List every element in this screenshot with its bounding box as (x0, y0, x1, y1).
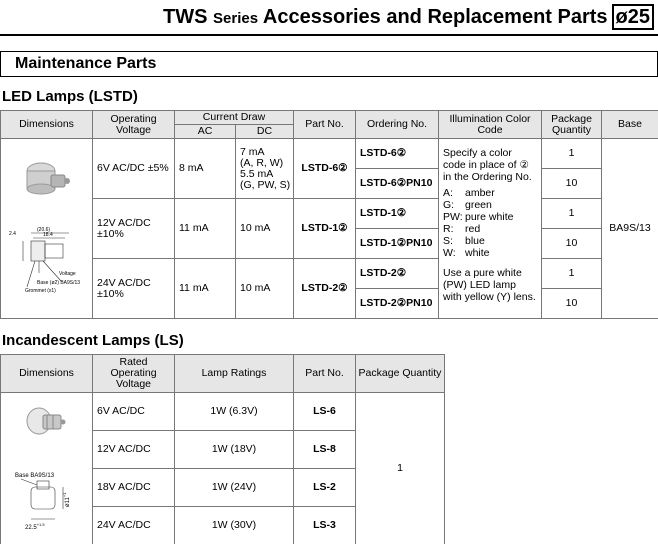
incandescent-section-title: Incandescent Lamps (LS) (2, 332, 184, 349)
led-ac-24v: 11 mA (175, 259, 236, 319)
led-dc-6v: 7 mA (A, R, W) 5.5 mA (G, PW, S) (236, 139, 294, 199)
inc-part-24v: LS-3 (294, 507, 356, 544)
inc-part-6v: LS-6 (294, 393, 356, 431)
led-table (0, 110, 658, 319)
led-voltage-24v: 24V AC/DC ±10% (93, 259, 175, 319)
inc-rating-24v: 1W (30V) (175, 507, 294, 544)
led-base: BA9S/13 (602, 139, 658, 319)
series-word: Series (213, 10, 259, 27)
col-base: Base (602, 111, 658, 139)
led-section-title: LED Lamps (LSTD) (2, 88, 138, 105)
col-package-quantity: Package Quantity (356, 355, 445, 393)
led-qty-6v-1: 1 (542, 139, 602, 169)
inc-base-callout: Base BA9S/13 (15, 472, 55, 479)
incandescent-table (0, 354, 445, 544)
base-callout: Base (ø2) BA9S/13 (37, 279, 81, 286)
incandescent-lamp-photo (27, 408, 66, 434)
col-package-quantity: Package Quantity (542, 111, 602, 139)
color-code-item: S: blue (443, 235, 485, 247)
led-dimension-lines (23, 233, 69, 287)
col-dimensions: Dimensions (1, 355, 93, 393)
title-text: Accessories and Replacement Parts (262, 6, 608, 28)
inc-voltage-12v: 12V AC/DC (93, 431, 175, 469)
led-qty-24v-1: 1 (542, 259, 602, 289)
inc-qty: 1 (356, 393, 445, 544)
illumination-intro: Specify a color code in place of ② in the Ordering No. (443, 147, 532, 183)
col-rated-voltage: Rated Operating Voltage (93, 355, 175, 393)
col-operating-voltage: Operating Voltage (93, 111, 175, 139)
col-dimensions: Dimensions (1, 111, 93, 139)
led-order-12v: LSTD-1② (356, 199, 439, 229)
led-order-24v-pn10: LSTD-2②PN10 (356, 289, 439, 319)
inc-rating-18v: 1W (24V) (175, 469, 294, 507)
col-lamp-ratings: Lamp Ratings (175, 355, 294, 393)
col-illumination: Illumination Color Code (439, 111, 542, 139)
voltage-callout: Voltage (59, 270, 76, 277)
color-code-item: W: white (443, 247, 490, 259)
col-ac: AC (175, 125, 236, 139)
col-ordering-no: Ordering No. (356, 111, 439, 139)
inc-part-18v: LS-2 (294, 469, 356, 507)
illumination-color-code-cell (439, 139, 542, 319)
color-code-item: R: red (443, 223, 481, 235)
led-lamp-photo (27, 163, 70, 194)
led-order-6v: LSTD-6② (356, 139, 439, 169)
inc-part-12v: LS-8 (294, 431, 356, 469)
inc-length-dim: $22.5^{+1.5}$ (25, 521, 45, 531)
inc-diameter-dim: $ø11^{+1}$ (62, 492, 71, 507)
dim-inner-label: 18.4 (43, 231, 53, 238)
color-code-item: A: amber (443, 187, 495, 199)
led-qty-24v-10: 10 (542, 289, 602, 319)
grommet-callout: Grommet (x1) (25, 287, 56, 294)
color-code-item: PW: pure white (443, 211, 514, 223)
led-dimension-drawing (1, 139, 93, 319)
led-part-12v: LSTD-1② (294, 199, 356, 259)
led-order-24v: LSTD-2② (356, 259, 439, 289)
col-dc: DC (236, 125, 294, 139)
page-title (163, 6, 607, 29)
inc-voltage-6v: 6V AC/DC (93, 393, 175, 431)
led-qty-12v-1: 1 (542, 199, 602, 229)
led-qty-12v-10: 10 (542, 229, 602, 259)
inc-rating-6v: 1W (6.3V) (175, 393, 294, 431)
section-title: Maintenance Parts (15, 55, 157, 72)
header-rule (0, 34, 658, 36)
size-badge: ø25 (612, 4, 654, 30)
color-code-list (443, 187, 537, 259)
incandescent-lamp-drawing (3, 395, 91, 543)
led-voltage-12v: 12V AC/DC ±10% (93, 199, 175, 259)
inc-dimension-drawing (1, 393, 93, 544)
dim-side-label: 2.4 (9, 230, 16, 237)
dim-outer-label: (20.6) (37, 226, 51, 233)
led-ac-6v: 8 mA (175, 139, 236, 199)
page-header (163, 4, 654, 32)
led-order-12v-pn10: LSTD-1②PN10 (356, 229, 439, 259)
led-lamp-drawing (3, 141, 91, 317)
col-part-no: Part No. (294, 111, 356, 139)
col-part-no: Part No. (294, 355, 356, 393)
inc-voltage-24v: 24V AC/DC (93, 507, 175, 544)
color-code-item: G: green (443, 199, 492, 211)
led-dc-12v: 10 mA (236, 199, 294, 259)
led-qty-6v-10: 10 (542, 169, 602, 199)
illumination-note: Use a pure white (PW) LED lamp with yellow (Y) lens. (443, 267, 536, 303)
inc-rating-12v: 1W (18V) (175, 431, 294, 469)
section-header (0, 51, 658, 77)
incandescent-dimension-lines (21, 479, 63, 519)
led-part-24v: LSTD-2② (294, 259, 356, 319)
led-dc-24v: 10 mA (236, 259, 294, 319)
col-current-draw: Current Draw (175, 111, 294, 125)
inc-voltage-18v: 18V AC/DC (93, 469, 175, 507)
brand-name: TWS (163, 6, 208, 28)
led-part-6v: LSTD-6② (294, 139, 356, 199)
led-voltage-6v: 6V AC/DC ±5% (93, 139, 175, 199)
led-order-6v-pn10: LSTD-6②PN10 (356, 169, 439, 199)
led-ac-12v: 11 mA (175, 199, 236, 259)
